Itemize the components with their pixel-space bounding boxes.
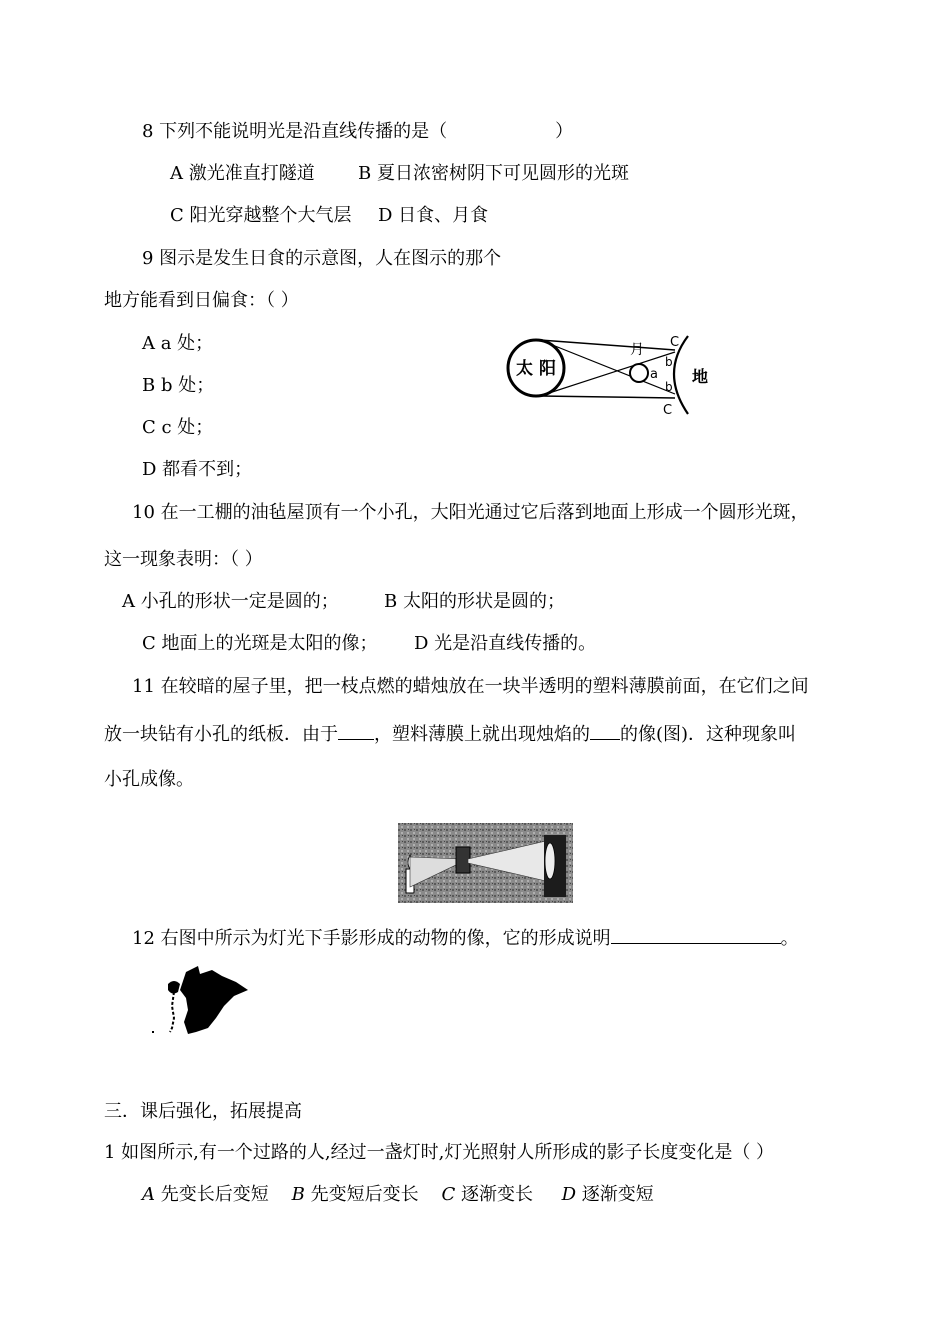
moon-label: 月 [630,342,644,358]
q10-stem-line1: 10 在一工棚的油毡屋顶有一个小孔，大阳光通过它后落到地面上形成一个圆形光斑， [132,502,809,523]
s3-q1-option-d-letter: D [561,1184,577,1205]
s3-q1-option-a-letter: A [142,1184,155,1205]
q11-line3: 小孔成像。 [104,769,194,790]
q9-option-a: A a 处； [142,333,214,354]
hand-top [168,981,180,994]
q12-blank[interactable] [611,925,781,944]
s3-q1-option-a-text: 先变长后变短 [160,1184,269,1205]
animal-shadow [180,966,248,1034]
q11-line1: 11 在较暗的屋子里，把一枝点燃的蜡烛放在一块半透明的塑料薄膜前面，在它们之间 [132,676,809,697]
q11-blank-2[interactable] [590,721,620,740]
q11-line2-part1: 放一块钻有小孔的纸板．由于 [104,724,338,745]
b-top-label: b [665,355,673,369]
q8-option-a: A 激光准直打隧道 [170,163,315,184]
q12-stem [132,925,799,951]
moon-circle [630,364,648,382]
pinhole-camera-figure [398,823,573,903]
q8-stem: 8 下列不能说明光是沿直线传播的是（ ） [142,121,574,142]
b-bottom-label: b [665,380,673,394]
q12-stem-text: 12 右图中所示为灯光下手影形成的动物的像，它的形成说明 [132,928,611,949]
q8-option-c: C 阳光穿越整个大气层 [170,205,352,226]
inverted-image [545,843,555,879]
s3-q1-options [142,1183,654,1207]
q11-line2 [104,721,796,747]
s3-q1-option-c-text: 逐渐变长 [461,1184,533,1205]
s3-q1-option-b-letter: B [291,1184,305,1205]
q10-option-d: D 光是沿直线传播的。 [414,633,597,654]
q9-option-b: B b 处； [142,375,215,396]
q11-line2-part3: 的像(图)．这种现象叫 [620,724,797,745]
s3-q1-stem: 1 如图所示,有一个过路的人,经过一盏灯时,灯光照射人所形成的影子长度变化是（ ） [104,1142,775,1163]
q9-option-d: D 都看不到； [142,459,253,480]
c-top-label: C [670,335,680,350]
hand-arm [170,992,174,1032]
s3-q1-option-d-text: 逐渐变短 [581,1184,654,1205]
earth-label: 地 [692,367,709,386]
hand-shadow-figure [150,962,250,1037]
solar-eclipse-diagram [500,328,720,420]
c-bottom-label: C [663,403,673,418]
q9-stem-line2: 地方能看到日偏食：（ ） [104,290,299,311]
sun-label: 太 阳 [516,359,556,379]
q12-stem-end: 。 [780,928,799,949]
q9-option-c: C c 处； [142,417,214,438]
q11-blank-1[interactable] [338,721,374,740]
q10-option-b: B 太阳的形状是圆的； [384,591,565,612]
q9-stem-line1: 9 图示是发生日食的示意图，人在图示的那个 [142,248,502,269]
s3-q1-option-b-text: 先变短后变长 [310,1184,419,1205]
q10-option-a: A 小孔的形状一定是圆的； [122,591,339,612]
q11-line2-part2: ，塑料薄膜上就出现烛焰的 [374,724,590,745]
section-3-heading: 三．课后强化，拓展提高 [104,1101,302,1122]
q8-option-d: D 日食、月食 [378,205,489,226]
q10-option-c: C 地面上的光斑是太阳的像； [142,633,378,654]
q8-option-b: B 夏日浓密树阴下可见圆形的光斑 [358,163,629,184]
q10-stem-line2: 这一现象表明：（ ） [104,549,263,570]
a-label: a [650,367,658,382]
s3-q1-option-c-letter: C [441,1184,456,1205]
